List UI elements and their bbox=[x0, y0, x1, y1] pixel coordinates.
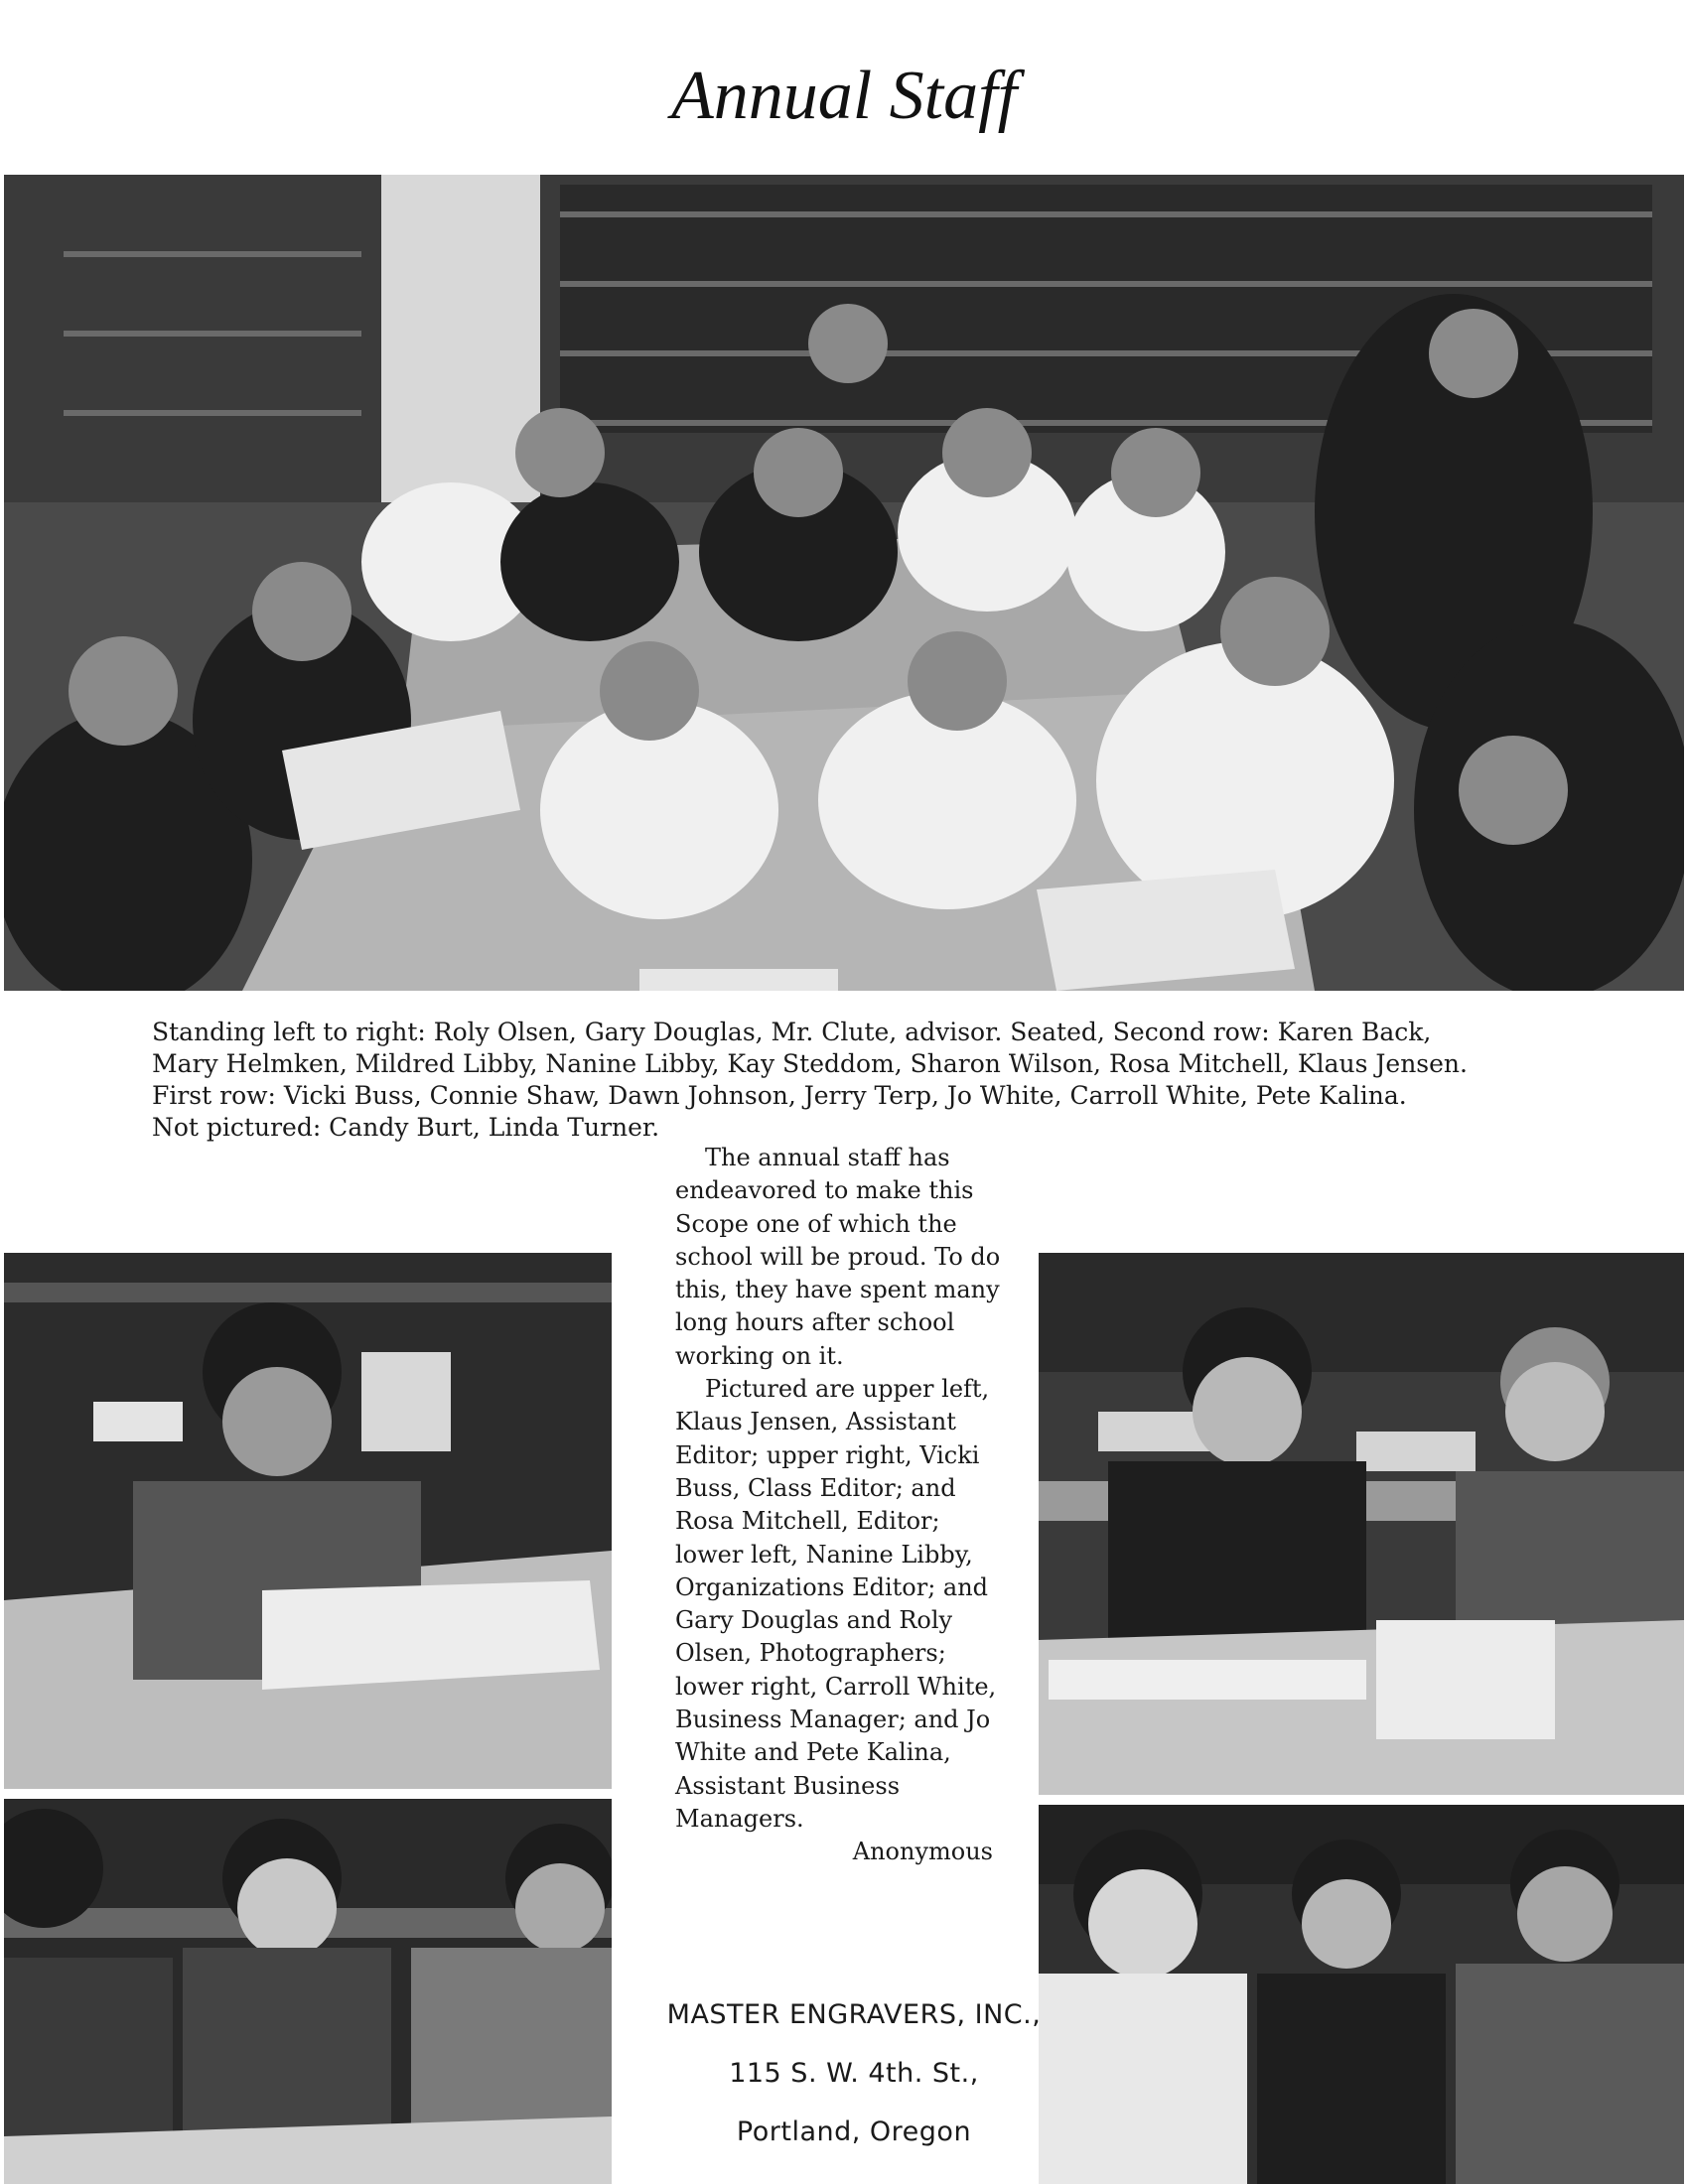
page-title: Annual Staff bbox=[670, 58, 1018, 134]
article-paragraph: The annual staff has endeavored to make this Scope one of which the school will be proud. To do this, they have spent many long hours after school working on it. bbox=[675, 1144, 1001, 1370]
article-paragraph: Pictured are upper left, Klaus Jensen, Assistant Editor; upper right, Vicki Buss, Class Editor; and Rosa Mitchell, Editor; lower left, Nanine Libby, Organizations Editor; and Gary Douglas and Roly Olsen, Photographers; lower right, Carroll White, Business Manager; and Jo White and Pete Kalina, Assistant Business Managers. bbox=[675, 1375, 997, 1833]
group-photo-caption bbox=[152, 1017, 1552, 1144]
engraver-city: Portland, Oregon bbox=[736, 2116, 972, 2147]
upper-right-photo bbox=[1039, 1253, 1684, 1795]
engraver-address: 115 S. W. 4th. St., bbox=[729, 2058, 979, 2089]
caption-line: Not pictured: Candy Burt, Linda Turner. bbox=[152, 1113, 660, 1142]
caption-line: Standing left to right: Roly Olsen, Gary Douglas, Mr. Clute, advisor. Seated, Second row: Karen Back, bbox=[152, 1018, 1432, 1046]
upper-left-photo bbox=[4, 1253, 612, 1789]
lower-right-photo bbox=[1039, 1805, 1684, 2184]
caption-line: Mary Helmken, Mildred Libby, Nanine Libby, Kay Steddom, Sharon Wilson, Rosa Mitchell, Klaus Jensen. bbox=[152, 1049, 1468, 1078]
article-text bbox=[675, 1142, 1003, 1869]
caption-line: First row: Vicki Buss, Connie Shaw, Dawn Johnson, Jerry Terp, Jo White, Carroll White, Pete Kalina. bbox=[152, 1081, 1407, 1110]
engraver-name: MASTER ENGRAVERS, INC., bbox=[666, 1999, 1042, 2030]
lower-left-photo bbox=[4, 1799, 612, 2184]
group-photo bbox=[4, 175, 1684, 991]
article-signature: Anonymous bbox=[852, 1838, 993, 1866]
